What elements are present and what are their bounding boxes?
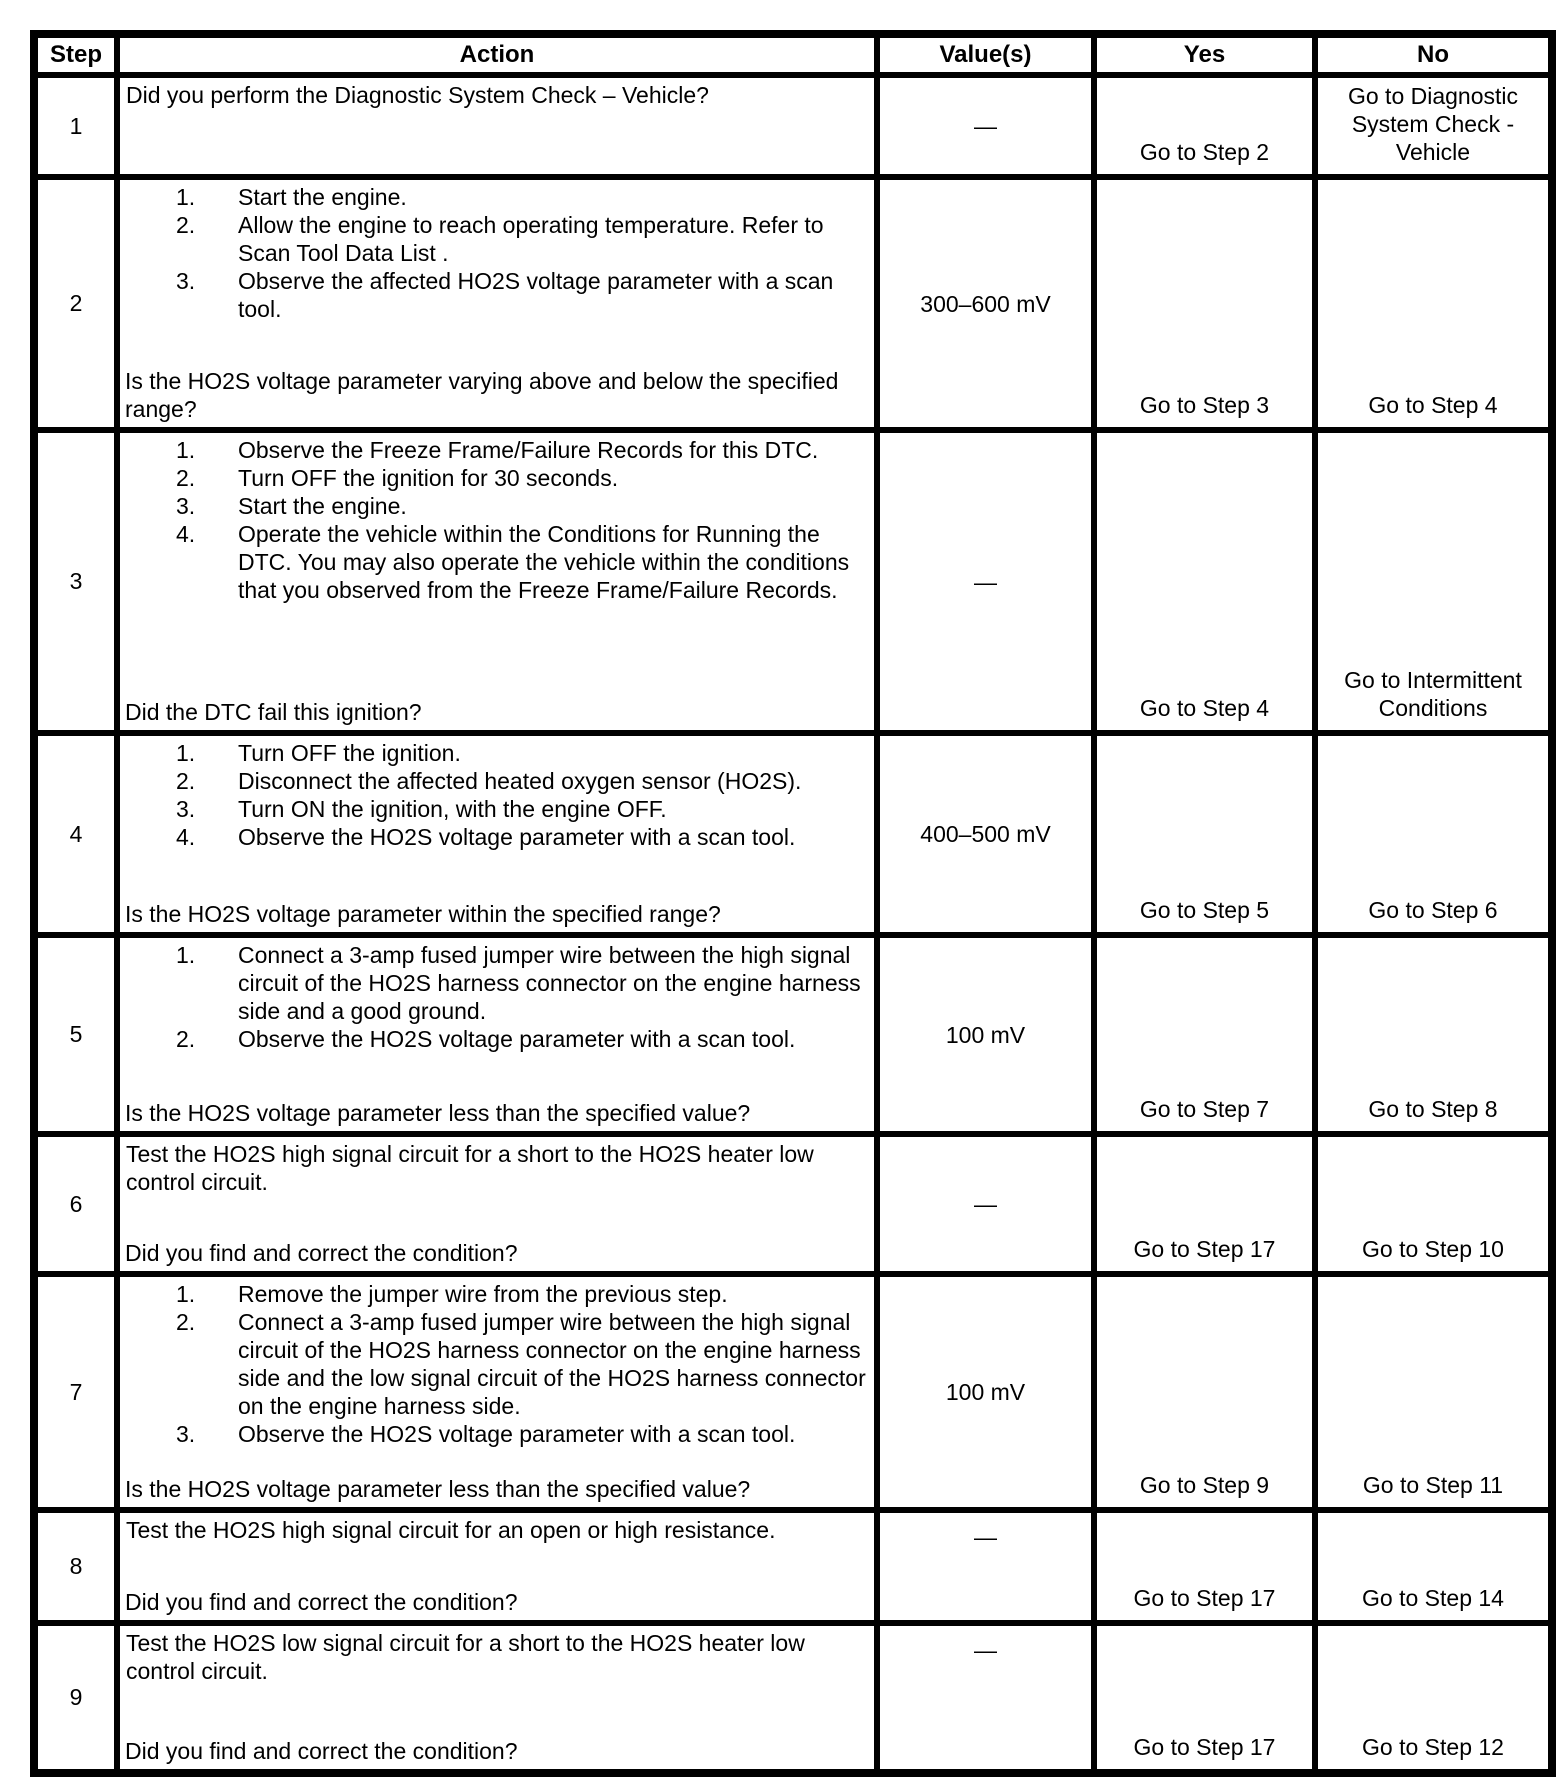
step-number: 2: [34, 177, 117, 430]
action-list: [126, 436, 868, 604]
action-question: Is the HO2S voltage parameter varying above and below the specified range?: [125, 368, 839, 422]
action-cell: [117, 733, 877, 935]
header-action: Action: [117, 34, 877, 75]
action-cell: [117, 177, 877, 430]
action-list: [126, 1280, 868, 1448]
yes-cell: Go to Step 5: [1094, 733, 1315, 935]
action-list-item: Connect a 3-amp fused jumper wire between the high signal circuit of the HO2S harness connector on the engine harness side and a good ground.: [238, 942, 861, 1024]
action-list: [126, 941, 868, 1053]
yes-cell: Go to Step 9: [1094, 1274, 1315, 1510]
step-number: 1: [34, 75, 117, 177]
no-cell: Go to Step 8: [1315, 935, 1552, 1134]
action-statement: Test the HO2S high signal circuit for an open or high resistance.: [126, 1517, 776, 1543]
value-cell: —: [877, 75, 1094, 177]
action-list-item: Turn ON the ignition, with the engine OFF.: [238, 796, 667, 822]
step-number: 7: [34, 1274, 117, 1510]
no-cell: Go to Step 14: [1315, 1510, 1552, 1623]
yes-cell: Go to Step 17: [1094, 1134, 1315, 1274]
action-list-item: Observe the HO2S voltage parameter with a scan tool.: [238, 1421, 796, 1447]
action-cell: [117, 1623, 877, 1773]
yes-cell: Go to Step 3: [1094, 177, 1315, 430]
action-question: Did the DTC fail this ignition?: [125, 699, 422, 725]
step-number: 6: [34, 1134, 117, 1274]
step-number: 5: [34, 935, 117, 1134]
table-row: [34, 177, 1552, 430]
action-list-item: Disconnect the affected heated oxygen sensor (HO2S).: [238, 768, 802, 794]
table-row: [34, 1274, 1552, 1510]
no-cell: Go to Step 4: [1315, 177, 1552, 430]
action-list-item: Remove the jumper wire from the previous step.: [238, 1281, 728, 1307]
yes-cell: Go to Step 2: [1094, 75, 1315, 177]
header-row: [34, 34, 1552, 75]
action-list-item: Observe the Freeze Frame/Failure Records for this DTC.: [238, 437, 819, 463]
table-row: [34, 430, 1552, 733]
header-yes: Yes: [1094, 34, 1315, 75]
action-cell: [117, 1274, 877, 1510]
action-list-item: Turn OFF the ignition.: [238, 740, 461, 766]
table-row: [34, 935, 1552, 1134]
no-cell: Go to Intermittent Conditions: [1315, 430, 1552, 733]
action-statement: Test the HO2S low signal circuit for a short to the HO2S heater low control circuit.: [126, 1630, 805, 1684]
table-row: [34, 1623, 1552, 1773]
no-cell: Go to Step 10: [1315, 1134, 1552, 1274]
action-list-item: Observe the affected HO2S voltage parameter with a scan tool.: [238, 268, 834, 322]
action-list-item: Turn OFF the ignition for 30 seconds.: [238, 465, 619, 491]
header-values: Value(s): [877, 34, 1094, 75]
value-cell: 300–600 mV: [877, 177, 1094, 430]
step-number: 8: [34, 1510, 117, 1623]
action-list-item: Start the engine.: [238, 493, 407, 519]
action-list-item: Connect a 3-amp fused jumper wire between the high signal circuit of the HO2S harness connector on the engine harness side and the low signal circuit of the HO2S harness connector on the engine harness side.: [238, 1309, 866, 1419]
action-list-item: Observe the HO2S voltage parameter with a scan tool.: [238, 1026, 796, 1052]
action-statement: Test the HO2S high signal circuit for a short to the HO2S heater low control circuit.: [126, 1141, 814, 1195]
action-cell: [117, 1134, 877, 1274]
table-row: [34, 75, 1552, 177]
no-cell: Go to Step 11: [1315, 1274, 1552, 1510]
action-question: Is the HO2S voltage parameter within the specified range?: [125, 901, 721, 927]
table-row: [34, 1134, 1552, 1274]
no-cell: Go to Diagnostic System Check - Vehicle: [1315, 75, 1552, 177]
action-question: Did you perform the Diagnostic System Check – Vehicle?: [126, 82, 709, 108]
action-list-item: Operate the vehicle within the Conditions for Running the DTC. You may also operate the vehicle within the conditions that you observed from the Freeze Frame/Failure Records.: [238, 521, 850, 603]
value-cell: 100 mV: [877, 1274, 1094, 1510]
action-question: Is the HO2S voltage parameter less than the specified value?: [125, 1476, 751, 1502]
value-cell: 400–500 mV: [877, 733, 1094, 935]
value-cell: —: [877, 1623, 1094, 1773]
action-list-item: Start the engine.: [238, 184, 407, 210]
action-list: [126, 739, 868, 851]
action-list-item: Allow the engine to reach operating temperature. Refer to Scan Tool Data List .: [238, 212, 824, 266]
table-row: [34, 1510, 1552, 1623]
action-question: Did you find and correct the condition?: [125, 1240, 518, 1266]
no-cell: Go to Step 6: [1315, 733, 1552, 935]
yes-cell: Go to Step 7: [1094, 935, 1315, 1134]
action-list: [126, 183, 868, 323]
header-step: Step: [34, 34, 117, 75]
value-cell: 100 mV: [877, 935, 1094, 1134]
step-number: 4: [34, 733, 117, 935]
value-cell: —: [877, 1510, 1094, 1623]
action-question: Is the HO2S voltage parameter less than the specified value?: [125, 1100, 751, 1126]
action-cell: [117, 1510, 877, 1623]
yes-cell: Go to Step 4: [1094, 430, 1315, 733]
action-list-item: Observe the HO2S voltage parameter with a scan tool.: [238, 824, 796, 850]
yes-cell: Go to Step 17: [1094, 1510, 1315, 1623]
value-cell: —: [877, 430, 1094, 733]
step-number: 3: [34, 430, 117, 733]
step-number: 9: [34, 1623, 117, 1773]
no-cell: Go to Step 12: [1315, 1623, 1552, 1773]
action-question: Did you find and correct the condition?: [125, 1738, 518, 1764]
diagnostic-table: [30, 30, 1556, 1777]
action-question: Did you find and correct the condition?: [125, 1589, 518, 1615]
value-cell: —: [877, 1134, 1094, 1274]
action-cell: [117, 935, 877, 1134]
table-row: [34, 733, 1552, 935]
header-no: No: [1315, 34, 1552, 75]
yes-cell: Go to Step 17: [1094, 1623, 1315, 1773]
action-cell: [117, 430, 877, 733]
action-cell: [117, 75, 877, 177]
